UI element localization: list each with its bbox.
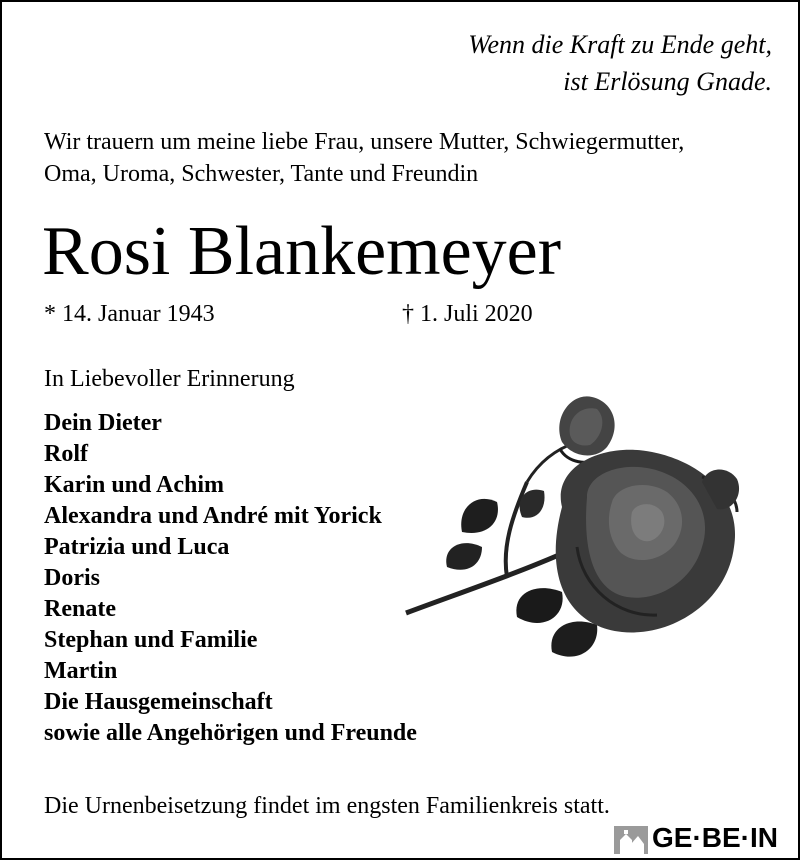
- rose-image: [402, 387, 747, 687]
- mourning-intro: [44, 126, 774, 190]
- gebein-logo-text: GE·BE·IN: [652, 822, 778, 853]
- mourner-item: Karin und Achim: [44, 472, 225, 498]
- burial-note: Die Urnenbeisetzung findet im engsten Familienkreis statt.: [44, 793, 610, 819]
- mourner-item: Martin: [44, 658, 118, 684]
- mourner-item: Doris: [44, 565, 100, 591]
- epitaph-quote: [468, 26, 772, 100]
- intro-line-2: Oma, Uroma, Schwester, Tante und Freundin: [44, 161, 479, 187]
- death-date: † 1. Juli 2020: [402, 301, 533, 327]
- mourner-item: Rolf: [44, 441, 88, 467]
- mourner-item: Alexandra und André mit Yorick: [44, 503, 382, 529]
- gebein-logo-icon: [614, 822, 648, 854]
- epitaph-line-1: Wenn die Kraft zu Ende geht,: [468, 30, 772, 59]
- gebein-logo: [614, 820, 778, 856]
- deceased-name: Rosi Blankemeyer: [42, 213, 562, 290]
- mourner-item: Stephan und Familie: [44, 627, 258, 653]
- birth-date: * 14. Januar 1943: [44, 301, 215, 327]
- mourners-list: [44, 408, 417, 749]
- mourner-item: sowie alle Angehörigen und Freunde: [44, 720, 417, 746]
- mourner-item: Dein Dieter: [44, 410, 162, 436]
- mourner-item: Die Hausgemeinschaft: [44, 689, 273, 715]
- epitaph-line-2: ist Erlösung Gnade.: [563, 67, 772, 96]
- memory-line: In Liebevoller Erinnerung: [44, 366, 295, 392]
- intro-line-1: Wir trauern um meine liebe Frau, unsere Mutter, Schwiegermutter,: [44, 129, 685, 155]
- mourner-item: Renate: [44, 596, 116, 622]
- mourner-item: Patrizia und Luca: [44, 534, 230, 560]
